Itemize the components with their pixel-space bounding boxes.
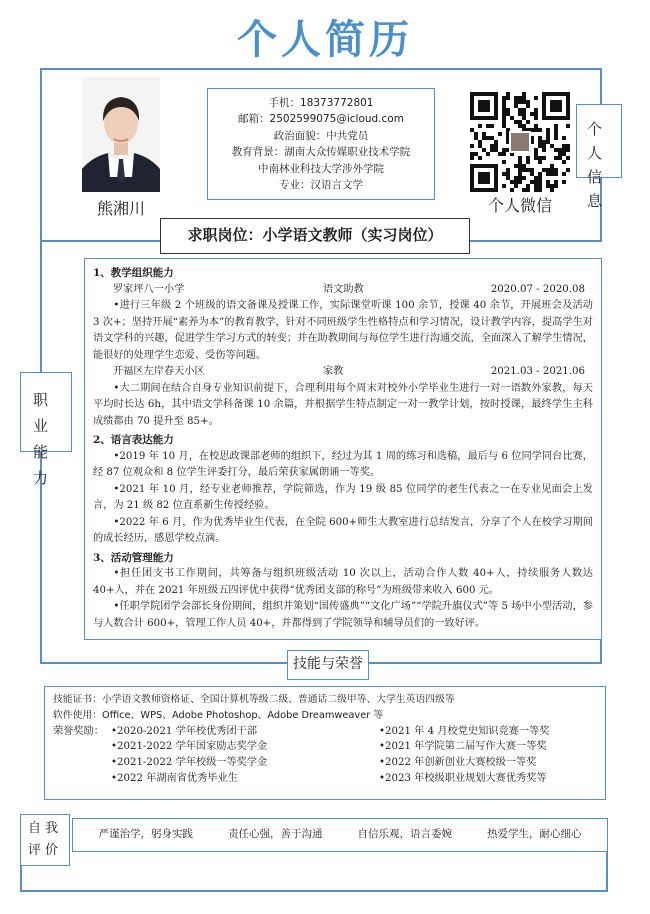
award-item: •2022 年湖南省优秀毕业生 — [111, 772, 238, 784]
frame-skills-right-line — [369, 662, 602, 664]
frame-left-to-post-line — [40, 240, 160, 242]
job-2-date: 2021.03 - 2021.06 — [490, 366, 585, 377]
language-item-2: •2021 年 10 月，经专业老师推荐，学院筛选，作为 19 级 85 位同学的老生代表之一在专业见面会上发言，为 21 级 82 位直系新生传授经验。 — [93, 483, 593, 511]
award-item: •2020-2021 学年校优秀团干部 — [111, 725, 258, 737]
job-1-role: 语文助教 — [323, 283, 364, 295]
education-text-2: 中南林业科技大学涉外学院 — [258, 162, 384, 175]
job-2-org: 开福区左岸春天小区 — [113, 366, 205, 377]
self-eval-item: 热爱学生，耐心细心 — [487, 828, 582, 840]
qr-label: 个人微信 — [487, 196, 552, 215]
frame-right-line-upper — [600, 68, 602, 104]
award-item: •2022 年创新创业大赛校级一等奖 — [379, 757, 537, 769]
language-item-1: •2019 年 10 月，在校思政课部老师的组织下，经过为其 1 周的练习和选稿，最后与 6 位同学同台比赛，经 87 位观众和 8 位学生评委打分，最后荣获家属朗诵一等奖。 — [93, 450, 593, 478]
education-text-1: 教育背景：湖南大众传媒职业技术学院 — [231, 146, 411, 159]
self-evaluation-box — [72, 818, 608, 852]
certificates-text: 技能证书：小学语文教师资格证、全国计算机等级二级、普通话二级甲等、大学生英语四级等 — [53, 694, 455, 705]
frame-left-line-upper — [40, 68, 42, 242]
software-text: 软件使用：Office、WPS、Adobe Photoshop、Adobe Dreamweaver 等 — [53, 709, 384, 721]
ability-side-box — [20, 372, 72, 487]
award-item: •2023 年校级职业规划大赛优秀奖等 — [379, 772, 547, 784]
self-eval-item: 自信乐观，语言委婉 — [357, 828, 452, 840]
award-item: •2021-2022 学年国家励志奖学金 — [111, 741, 268, 753]
job-target-banner: 求职岗位：小学语文教师（实习岗位） — [160, 218, 470, 254]
job-1-date: 2020.07 - 2020.08 — [490, 283, 585, 295]
ability-side-label: 职业能力 — [33, 391, 65, 487]
skills-section — [44, 686, 606, 800]
awards-label: 荣誉奖励： — [53, 725, 104, 737]
frame-left-line-mid — [40, 240, 42, 372]
teaching-ability-heading: 1、教学组织能力 — [93, 267, 174, 279]
job-entry-1 — [93, 282, 593, 299]
resume-title: 个人简历 — [237, 17, 413, 63]
wechat-qr-code — [470, 92, 570, 192]
job-1-description: •进行三年级 2 个班级的语文备课及授课工作，实际课堂听课 100 余节，授课 40 余节，开展班会及活动 3 次+；坚持开展“素养为本”的教育教学，针对不同班级学生性格特点和学习情况，设计教学内容，提高学生对语文学科的兴趣，促进学生学习方式的转变；并在助教期间与每位学生进行沟通交流，全面深入了解学生情况，能很好的处理学生恋爱、受伤等问题。 — [93, 300, 593, 361]
personal-info-side-box — [576, 104, 622, 210]
frame-bottom-line — [20, 890, 608, 892]
language-ability-heading: 2、语言表达能力 — [93, 434, 174, 446]
job-2-description: •大二期间在结合自身专业知识前提下，合理利用每个周末对校外小学毕业生进行一对一语数外家教，每天平均时长达 6h，其中语文学科备课 10 余篇，并根据学生特点制定一对一教学计划，按时授课，最终学生主科成绩都由 70 提升至 85+。 — [93, 382, 593, 427]
personal-info-label: 个人信息 — [587, 120, 621, 210]
contact-info-box — [207, 88, 435, 200]
frame-bottom-right-line — [606, 852, 608, 892]
frame-right-line-lower — [600, 640, 602, 664]
frame-top-line — [40, 68, 602, 70]
management-item-1: •担任团支书工作期间，共筹备与组织班级活动 10 次以上，活动合作人数 40+人，持续服务人数达 40+人，并在 2021 年班级五四评优中获得“优秀团支部的称号”为班级带来收入 600 元。 — [93, 568, 593, 596]
job-1-org: 罗家坪八一小学 — [113, 283, 185, 295]
self-eval-item: 责任心强，善于沟通 — [228, 828, 323, 840]
management-ability-heading: 3、活动管理能力 — [93, 551, 174, 564]
candidate-name: 熊湘川 — [96, 199, 145, 218]
awards-block — [53, 724, 597, 787]
skills-heading: 技能与荣誉 — [287, 650, 369, 680]
self-evaluation-label: 自我评价 — [20, 814, 70, 866]
job-entry-2 — [93, 364, 593, 381]
language-item-3: •2022 年 6 月，作为优秀毕业生代表，在全院 600+师生大教室进行总结发言，分享了个人在校学习期间的成长经历，感恩学校点滴。 — [93, 516, 593, 544]
frame-skills-left-line — [40, 662, 287, 664]
frame-bottom-left-line — [20, 866, 22, 892]
major-text: 专业：汉语言文学 — [279, 179, 363, 192]
award-item: •2021 年学院第二届写作大赛一等奖 — [379, 741, 547, 753]
management-item-2: •任职学院团学会部长身份期间，组织并策划“国传盛典”“文化广场”“学院升旗仪式”等 5 场中小型活动，参与人数合计 600+，管理工作人员 40+，并都得到了学院领导和辅导员们的一致好评。 — [93, 601, 593, 629]
award-item: •2021-2022 学年校级一等奖学金 — [111, 757, 268, 769]
award-item: •2021 年 4 月校党史知识竞赛一等奖 — [379, 725, 550, 737]
awards-grid — [111, 724, 597, 787]
profile-photo — [82, 77, 160, 192]
job-2-role: 家教 — [323, 366, 344, 377]
frame-post-to-right-line — [470, 240, 602, 242]
email-text: 邮箱：2502599075@icloud.com — [238, 113, 404, 126]
political-status-text: 政治面貌：中共党员 — [273, 129, 369, 142]
abilities-section — [84, 258, 602, 640]
self-eval-item: 严谨治学，躬身实践 — [98, 828, 193, 840]
phone-text: 手机：18373772801 — [268, 97, 374, 109]
